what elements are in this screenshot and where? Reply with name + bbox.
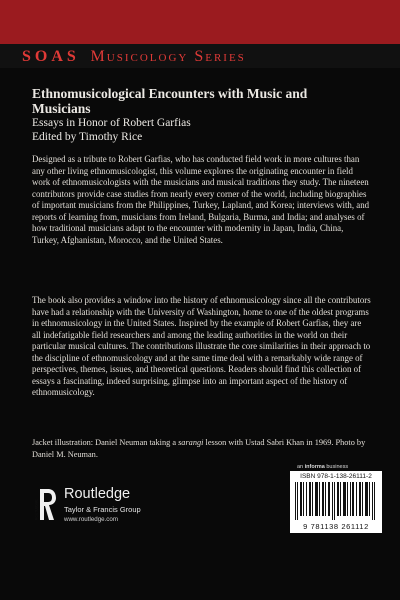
informa-bold: informa [304,464,325,470]
series-title [22,48,246,66]
series-soas: SOAS [22,48,80,65]
informa-prefix: an [297,464,305,470]
publisher-group: Taylor & Francis Group [64,505,141,514]
jacket-credit [32,437,372,460]
credit-italic: sarangi [178,438,204,447]
publisher-name: Routledge [64,486,131,502]
informa-tagline [297,464,348,470]
logo-side-text: ROUTLEDGE [34,499,39,520]
barcode-number: 9 781138 261112 [303,522,369,531]
blurb-paragraph-2: The book also provides a window into the history of ethnomusicology since all the contributors have had a relationship with the University of Washington, home to one of the oldest programs in ethnomusicology in the United States. Inspired by the example of Robert Garfias, they are all indefatigable field researchers and among the leading authorities in the world on their particular musical cultures. The contributions illustrate the core similarities in their approach to the discipline of ethnomusicology and at the same time deal with a remarkably wide range of perspectives, themes, issues, and theoretical questions. Readers should find this collection of essays a fascinating, indeed surprising, glimpse into an important aspect of the history of ethnomusicology. [32,295,371,398]
series-name: Musicology Series [90,48,246,65]
publisher-website: www.routledge.com [64,516,118,523]
book-title: Ethnomusicological Encounters with Music and Musicians [32,86,308,116]
credit-suffix: lesson with Ustad Sabri Khan in 1969. Photo by Daniel M. Neuman. [32,438,366,459]
book-editor: Edited by Timothy Rice [32,131,143,143]
informa-suffix: business [324,464,349,470]
book-subtitle: Essays in Honor of Robert Garfias [32,117,191,129]
barcode-bars-icon [294,482,378,520]
credit-prefix: Jacket illustration: Daniel Neuman taking a [32,438,179,447]
routledge-logo-icon [36,487,58,523]
blurb-paragraph-1: Designed as a tribute to Robert Garfias, who has conducted field work in more cultures than any other living ethnomusicologist, this volume explores the originating encounter in field work of ethnomusicologists with the musicians and musical traditions they study. The nineteen contributors provide case studies from nearly every corner of the world, including biographies of important musicians from the Philippines, Turkey, Lapland, and Korea; interviews with, and reports of learning from, musicians from Ireland, Bulgaria, Burma, and India; and analyses of how traditional musicians adapt to the encounter with modernity in Japan, India, China, Turkey, Afghanistan, Morocco, and the United States. [32,154,370,245]
isbn-text: ISBN 978-1-138-26111-2 [300,473,372,480]
barcode [290,471,382,533]
